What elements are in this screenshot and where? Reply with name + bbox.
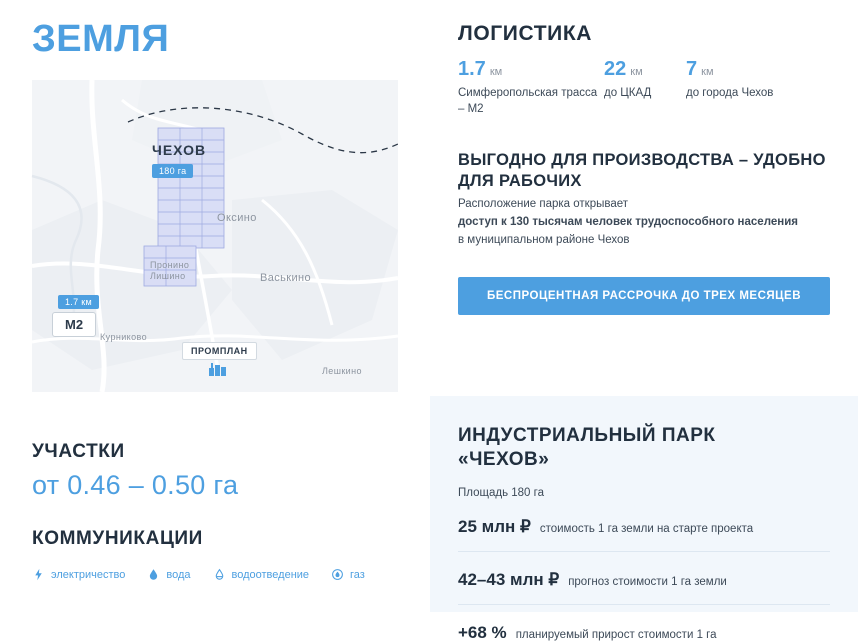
- communications-heading: КОММУНИКАЦИИ: [32, 528, 203, 549]
- comm-label-electricity: электричество: [51, 568, 126, 581]
- map-container[interactable]: [32, 80, 398, 392]
- water-drop-icon: [147, 568, 160, 581]
- industrial-park-panel: [430, 396, 858, 642]
- stat-ckad: [604, 58, 686, 117]
- stat-chehov: [686, 58, 806, 117]
- park-price-growth-value: +68 %: [458, 622, 507, 642]
- stat-highway: [458, 58, 604, 117]
- stat-ckad-number: 22: [604, 58, 627, 80]
- park-price-forecast-value: 42–43 млн ₽: [458, 569, 560, 589]
- stat-ckad-desc: до ЦКАД: [604, 87, 652, 99]
- stat-chehov-unit: км: [701, 66, 714, 78]
- map-distance-badge: 1.7 км: [58, 295, 99, 309]
- map-village-oksino: Оксино: [217, 212, 257, 224]
- park-price-forecast-label: прогноз стоимости 1 га земли: [568, 575, 727, 588]
- map-promplan-label: ПРОМПЛАН: [182, 342, 257, 360]
- left-column: [0, 0, 430, 612]
- map-village-pronino: Пронино Лишино: [150, 260, 190, 281]
- map-highway-marker: М2: [52, 312, 96, 337]
- logistics-stats: [458, 58, 838, 117]
- comm-item-water: [147, 568, 190, 581]
- benefit-text-line2: доступ к 130 тысячам человек трудоспособного населения: [458, 215, 798, 228]
- benefit-text: [458, 196, 828, 249]
- stat-highway-number: 1.7: [458, 58, 486, 80]
- map-village-leshkino: Лешкино: [322, 366, 362, 376]
- comm-item-gas: [331, 568, 365, 581]
- stat-chehov-desc: до города Чехов: [686, 87, 774, 99]
- divider-1: [458, 551, 830, 552]
- park-title-line1: ИНДУСТРИАЛЬНЫЙ ПАРК: [458, 425, 716, 446]
- gas-icon: [331, 568, 344, 581]
- comm-item-sewer: [213, 568, 310, 581]
- stat-ckad-unit: км: [630, 66, 643, 78]
- park-price-start-label: стоимость 1 га земли на старте проекта: [539, 522, 754, 535]
- logistics-heading: ЛОГИСТИКА: [458, 22, 593, 45]
- sewer-icon: [213, 568, 226, 581]
- comm-label-sewer: водоотведение: [231, 568, 310, 581]
- park-price-row-start: [458, 517, 830, 537]
- comm-item-electricity: [32, 568, 125, 581]
- map-village-vaskino: Васькино: [260, 272, 312, 284]
- plots-value: от 0.46 – 0.50 га: [32, 470, 239, 500]
- map-area-badge: 180 га: [152, 164, 193, 178]
- factory-icon: [208, 361, 230, 377]
- park-price-start-value: 25 млн ₽: [458, 516, 531, 536]
- stat-highway-unit: км: [489, 66, 503, 78]
- comm-label-water: вода: [166, 568, 191, 581]
- right-column: [430, 0, 858, 642]
- park-price-growth-label: планируемый прирост стоимости 1 га: [515, 628, 717, 641]
- comm-label-gas: газ: [350, 568, 365, 581]
- benefit-heading: ВЫГОДНО ДЛЯ ПРОИЗВОДСТВА – УДОБНО ДЛЯ РАБОЧИХ: [458, 151, 826, 190]
- communications-list: [32, 568, 365, 581]
- map-city-label: ЧЕХОВ: [152, 142, 207, 158]
- page-title: ЗЕМЛЯ: [32, 18, 170, 60]
- park-title-line2: «ЧЕХОВ»: [458, 449, 550, 471]
- stat-chehov-number: 7: [686, 58, 698, 80]
- plots-heading: УЧАСТКИ: [32, 441, 125, 462]
- benefit-text-line3: в муниципальном районе Чехов: [458, 233, 630, 246]
- park-area: Площадь 180 га: [458, 486, 544, 499]
- stat-highway-desc: Симферопольская трасса – М2: [458, 87, 598, 115]
- installment-cta-button[interactable]: БЕСПРОЦЕНТНАЯ РАССРОЧКА ДО ТРЕХ МЕСЯЦЕВ: [458, 277, 830, 315]
- park-price-row-growth: [458, 623, 830, 643]
- divider-2: [458, 604, 830, 605]
- map-village-kurnikovo: Курниково: [100, 332, 147, 342]
- bolt-icon: [32, 568, 45, 581]
- park-price-row-forecast: [458, 570, 830, 590]
- park-title: [458, 424, 830, 473]
- benefit-text-line1: Расположение парка открывает: [458, 198, 629, 210]
